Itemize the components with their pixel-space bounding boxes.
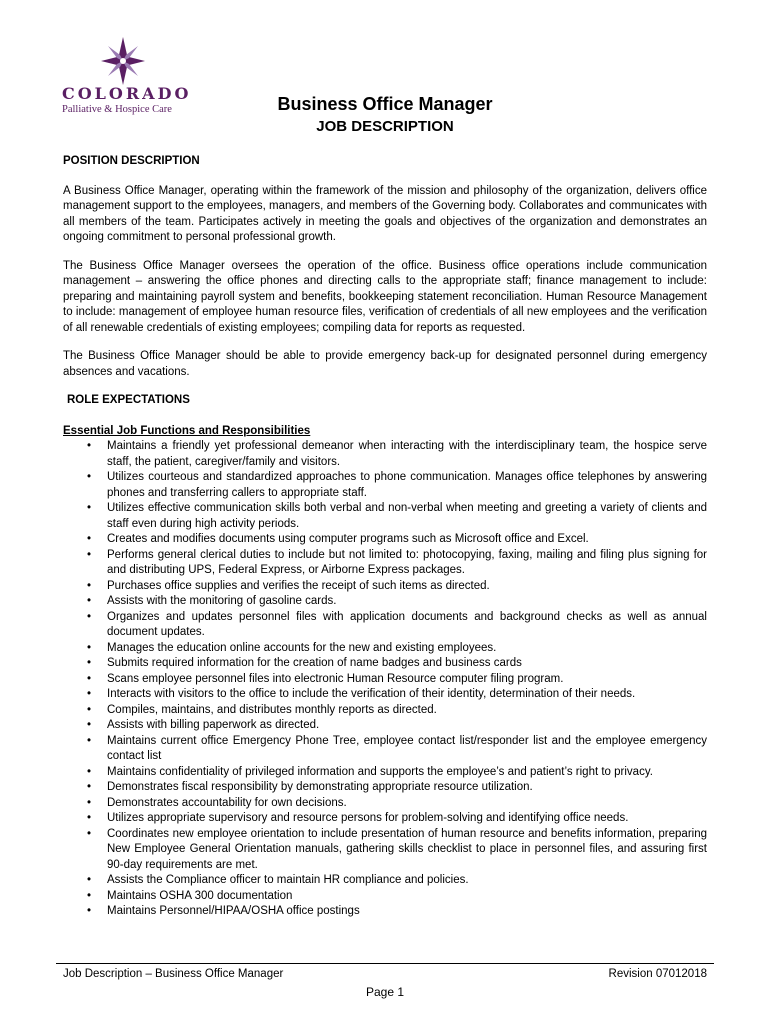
list-item: [87, 532, 707, 548]
list-item: [87, 501, 707, 532]
list-item: [87, 734, 707, 765]
list-item-text: Assists the Compliance officer to maintain HR compliance and policies.: [107, 874, 469, 886]
list-item: [87, 811, 707, 827]
paragraph: The Business Office Manager oversees the operation of the office. Business office operations include communication management – answering the office phones and directing calls to the appropriate staff; finance management to include: preparing and maintaining payroll system and benefits, bookkeeping statement reconciliation. Human Resource Management to include: management of employee human resource files, verification of credentials of all new employees and the verification of all renewable credentials of existing employees; compiling data for reports as requested.: [63, 259, 707, 334]
list-item: [87, 796, 707, 812]
list-item-text: Coordinates new employee orientation to include presentation of human resource and benefits information, preparing New Employee General Orientation manuals, gathering skills checklist to place in personnel files, and assuring first 90-day requirements are met.: [107, 827, 707, 871]
list-item-text: Assists with billing paperwork as directed.: [107, 719, 320, 731]
bullet-icon: •: [87, 874, 92, 886]
logo-name: COLORADO: [62, 84, 192, 103]
list-item: [87, 439, 707, 470]
list-item-text: Organizes and updates personnel files with application documents and background checks as well as annual document updates.: [107, 610, 707, 638]
bullet-icon: •: [87, 796, 92, 809]
list-item-text: Maintains a friendly yet professional demeanor when interacting with the interdisciplinary team, the hospice serve staff, the patient, caregiver/family and visitors.: [107, 440, 707, 468]
document-title: Business Office Manager: [277, 94, 493, 114]
role-heading: ROLE EXPECTATIONS: [67, 394, 190, 406]
bullet-icon: •: [87, 765, 92, 778]
logo-tagline: Palliative & Hospice Care: [62, 104, 172, 115]
list-item-text: Utilizes appropriate supervisory and resource persons for problem-solving and identifying office needs.: [107, 812, 629, 824]
list-item: [87, 703, 707, 719]
list-item: [87, 827, 707, 874]
bullet-icon: •: [87, 812, 92, 824]
position-heading: POSITION DESCRIPTION: [63, 155, 200, 167]
bullet-icon: •: [87, 641, 92, 654]
list-item-text: Creates and modifies documents using computer programs such as Microsoft office and Excel.: [107, 533, 589, 545]
bullet-icon: •: [87, 657, 92, 669]
list-item-text: Purchases office supplies and verifies the receipt of such items as directed.: [107, 579, 490, 592]
list-item: [87, 579, 707, 595]
footer-divider: [56, 963, 714, 964]
list-item-text: Submits required information for the creation of name badges and business cards: [107, 657, 522, 669]
list-item: [87, 641, 707, 657]
list-item: [87, 672, 707, 688]
bullet-icon: •: [87, 703, 92, 716]
paragraph: The Business Office Manager should be able to provide emergency back-up for designated personnel during emergency absences and vacations.: [63, 350, 707, 378]
list-item-text: Utilizes courteous and standardized approaches to phone communication. Manages office telephones by answering phones and transferring callers to appropriate staff.: [107, 471, 707, 499]
responsibilities-list: [63, 439, 707, 920]
bullet-icon: •: [87, 502, 92, 514]
bullet-icon: •: [87, 672, 92, 685]
list-item-text: Interacts with visitors to the office to include the verification of their identity, determination of their needs.: [107, 688, 636, 700]
bullet-icon: •: [87, 440, 92, 452]
page-number: Page 1: [365, 985, 405, 999]
document-body: [63, 154, 707, 920]
list-item-text: Performs general clerical duties to include but not limited to: photocopying, faxing, mailing and filing plus signing for and distributing UPS, Federal Express, or Airborne Express packages.: [107, 548, 707, 576]
bullet-icon: •: [87, 533, 92, 545]
list-item-text: Demonstrates fiscal responsibility by demonstrating appropriate resource utilization.: [107, 781, 533, 793]
list-item-text: Manages the education online accounts for the new and existing employees.: [107, 641, 497, 654]
list-item: [87, 687, 707, 703]
bullet-icon: •: [87, 905, 92, 917]
bullet-icon: •: [87, 579, 92, 592]
list-item: [87, 873, 707, 889]
bullet-icon: •: [87, 719, 92, 731]
list-item-text: Compiles, maintains, and distributes monthly reports as directed.: [107, 703, 437, 716]
list-item-text: Maintains current office Emergency Phone Tree, employee contact list/responder list and the employee emergency contact list: [107, 734, 707, 762]
bullet-icon: •: [87, 827, 92, 840]
list-item-text: Utilizes effective communication skills both verbal and non-verbal when meeting and greeting a variety of clients and staff even during high activity periods.: [107, 502, 707, 530]
list-item: [87, 470, 707, 501]
list-item: [87, 904, 707, 920]
list-item-text: Demonstrates accountability for own decisions.: [107, 796, 347, 809]
list-item: [87, 610, 707, 641]
bullet-icon: •: [87, 688, 92, 700]
footer-document-name: Job Description – Business Office Manager: [63, 968, 284, 980]
bullet-icon: •: [87, 548, 92, 561]
footer-revision: Revision 07012018: [608, 968, 707, 980]
bullet-icon: •: [87, 610, 92, 623]
list-item: [87, 889, 707, 905]
bullet-icon: •: [87, 471, 92, 483]
bullet-icon: •: [87, 734, 92, 747]
bullet-icon: •: [87, 889, 92, 902]
list-item: [87, 765, 707, 781]
list-item: [87, 594, 707, 610]
list-item-text: Maintains confidentiality of privileged information and supports the employee’s and patient’s right to privacy.: [107, 765, 653, 778]
list-item-text: Maintains OSHA 300 documentation: [107, 889, 293, 902]
functions-heading: Essential Job Functions and Responsibilities: [63, 424, 311, 437]
bullet-icon: •: [87, 781, 92, 793]
list-item-text: Assists with the monitoring of gasoline cards.: [107, 595, 337, 607]
list-item-text: Maintains Personnel/HIPAA/OSHA office postings: [107, 905, 360, 917]
star-flower-icon: [100, 36, 146, 86]
document-subtitle: JOB DESCRIPTION: [316, 118, 454, 135]
list-item: [87, 718, 707, 734]
list-item: [87, 780, 707, 796]
list-item: [87, 548, 707, 579]
list-item: [87, 656, 707, 672]
list-item-text: Scans employee personnel files into electronic Human Resource computer filing program.: [107, 672, 564, 685]
bullet-icon: •: [87, 595, 92, 607]
paragraph: A Business Office Manager, operating within the framework of the mission and philosophy of the organization, delivers office management support to the employees, managers, and members of the Governing body. Collaborates and communicates with all members of the team. Participates actively in meeting the goals and objectives of the organization and demonstrates an ongoing commitment to personal professional growth.: [63, 184, 707, 243]
